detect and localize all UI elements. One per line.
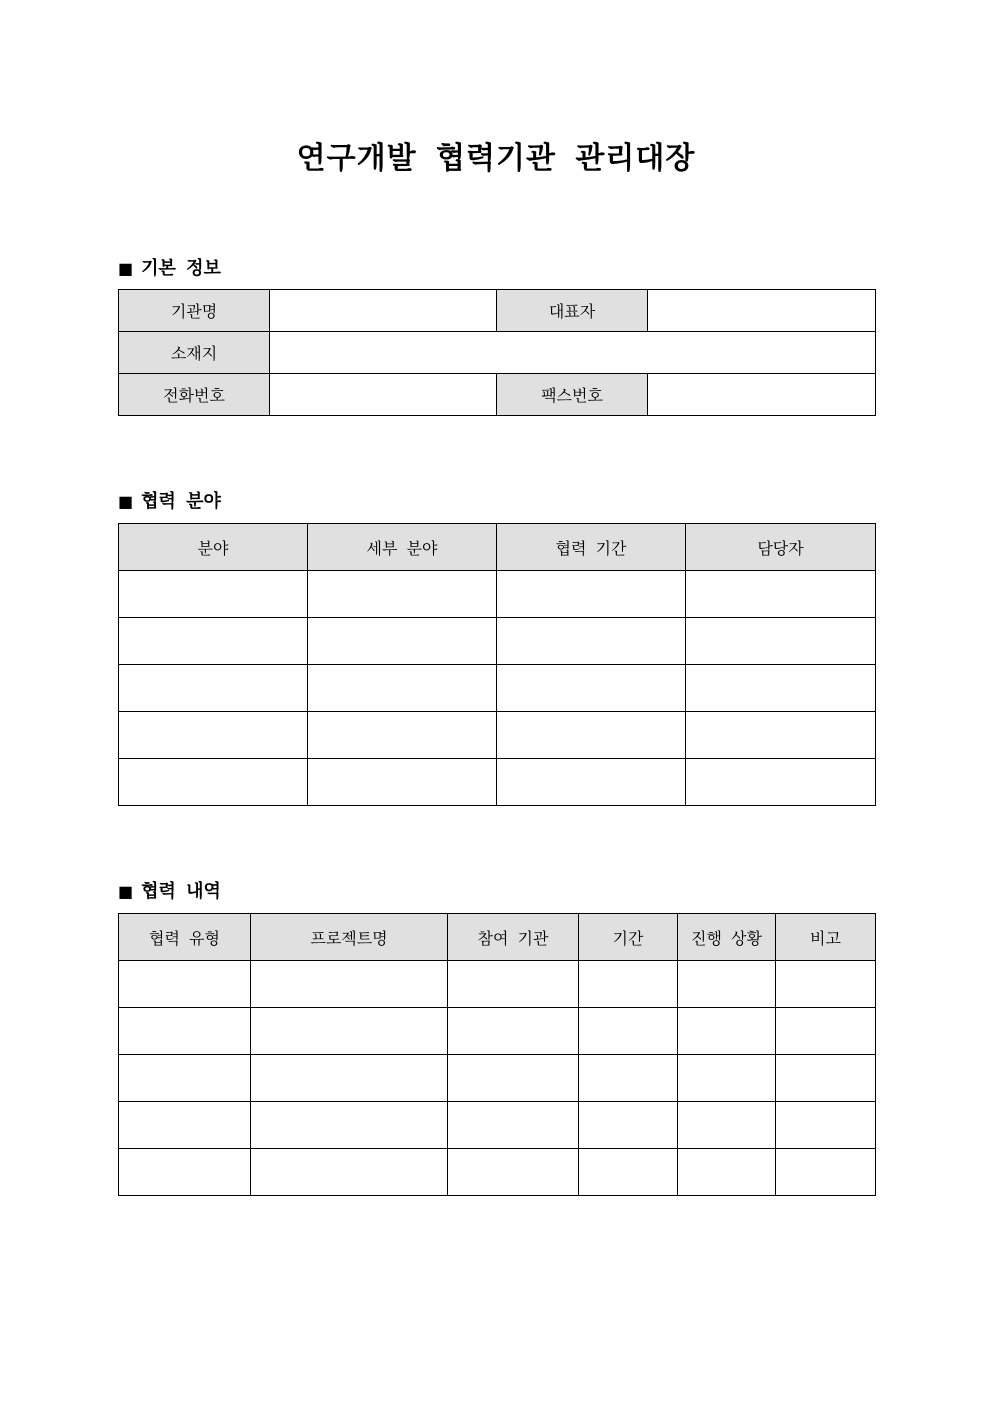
table-cell[interactable] xyxy=(579,1055,678,1102)
table-cell[interactable] xyxy=(448,1149,579,1196)
table-cell[interactable] xyxy=(678,1008,776,1055)
table-header-row xyxy=(119,524,876,571)
table-cell[interactable] xyxy=(776,1008,876,1055)
page-title: 연구개발 협력기관 관리대장 xyxy=(296,141,696,176)
table-cell[interactable] xyxy=(448,961,579,1008)
table-cell[interactable] xyxy=(686,618,876,665)
table-cell[interactable] xyxy=(251,1055,448,1102)
table-row xyxy=(119,759,876,806)
column-header: 비고 xyxy=(776,914,876,961)
basic-info-table xyxy=(118,289,876,416)
table-cell[interactable] xyxy=(119,1008,251,1055)
section-title-field-label: 협력 분야 xyxy=(141,491,221,512)
table-row xyxy=(119,665,876,712)
table-row xyxy=(119,1149,876,1196)
table-cell[interactable] xyxy=(251,1008,448,1055)
section-title-field xyxy=(118,487,221,513)
table-cell[interactable] xyxy=(776,1055,876,1102)
table-row xyxy=(119,290,876,332)
table-cell[interactable] xyxy=(251,1149,448,1196)
table-cell[interactable] xyxy=(678,1102,776,1149)
table-cell[interactable] xyxy=(308,759,497,806)
address-field[interactable] xyxy=(270,332,876,374)
table-row xyxy=(119,712,876,759)
table-cell[interactable] xyxy=(119,1102,251,1149)
section-title-basic-label: 기본 정보 xyxy=(141,258,221,279)
table-cell[interactable] xyxy=(579,1149,678,1196)
square-bullet-icon: ■ xyxy=(118,882,134,901)
table-cell[interactable] xyxy=(497,665,686,712)
table-cell[interactable] xyxy=(678,1055,776,1102)
fax-field[interactable] xyxy=(648,374,876,416)
table-header-row xyxy=(119,914,876,961)
table-cell[interactable] xyxy=(119,618,308,665)
column-header: 프로젝트명 xyxy=(251,914,448,961)
label-fax: 팩스번호 xyxy=(497,374,648,416)
table-cell[interactable] xyxy=(497,618,686,665)
table-cell[interactable] xyxy=(776,1149,876,1196)
table-cell[interactable] xyxy=(448,1055,579,1102)
table-cell[interactable] xyxy=(119,665,308,712)
cooperation-history-table xyxy=(118,913,876,1196)
table-cell[interactable] xyxy=(308,665,497,712)
column-header: 진행 상황 xyxy=(678,914,776,961)
column-header: 협력 유형 xyxy=(119,914,251,961)
table-cell[interactable] xyxy=(686,759,876,806)
square-bullet-icon: ■ xyxy=(118,492,134,511)
table-cell[interactable] xyxy=(119,1149,251,1196)
table-cell[interactable] xyxy=(579,961,678,1008)
table-cell[interactable] xyxy=(686,665,876,712)
table-row xyxy=(119,571,876,618)
table-cell[interactable] xyxy=(497,712,686,759)
table-row xyxy=(119,332,876,374)
table-cell[interactable] xyxy=(678,1149,776,1196)
table-cell[interactable] xyxy=(497,759,686,806)
representative-field[interactable] xyxy=(648,290,876,332)
table-cell[interactable] xyxy=(119,1055,251,1102)
table-row xyxy=(119,961,876,1008)
cooperation-field-table xyxy=(118,523,876,806)
table-cell[interactable] xyxy=(776,961,876,1008)
table-cell[interactable] xyxy=(579,1008,678,1055)
org-name-field[interactable] xyxy=(270,290,497,332)
phone-field[interactable] xyxy=(270,374,497,416)
table-cell[interactable] xyxy=(497,571,686,618)
table-cell[interactable] xyxy=(686,571,876,618)
table-cell[interactable] xyxy=(448,1102,579,1149)
column-header: 참여 기관 xyxy=(448,914,579,961)
column-header: 기간 xyxy=(579,914,678,961)
table-cell[interactable] xyxy=(686,712,876,759)
column-header: 세부 분야 xyxy=(308,524,497,571)
table-cell[interactable] xyxy=(119,571,308,618)
table-cell[interactable] xyxy=(308,571,497,618)
table-cell[interactable] xyxy=(776,1102,876,1149)
table-row xyxy=(119,1008,876,1055)
label-address: 소재지 xyxy=(119,332,270,374)
column-header: 분야 xyxy=(119,524,308,571)
table-cell[interactable] xyxy=(579,1102,678,1149)
table-row xyxy=(119,618,876,665)
table-row xyxy=(119,1102,876,1149)
table-cell[interactable] xyxy=(251,961,448,1008)
table-cell[interactable] xyxy=(448,1008,579,1055)
table-row xyxy=(119,374,876,416)
square-bullet-icon: ■ xyxy=(118,259,134,278)
column-header: 협력 기간 xyxy=(497,524,686,571)
table-cell[interactable] xyxy=(308,712,497,759)
section-title-history xyxy=(118,877,221,903)
table-row xyxy=(119,1055,876,1102)
table-cell[interactable] xyxy=(678,961,776,1008)
section-title-basic xyxy=(118,254,221,280)
label-org-name: 기관명 xyxy=(119,290,270,332)
column-header: 담당자 xyxy=(686,524,876,571)
label-representative: 대표자 xyxy=(497,290,648,332)
table-cell[interactable] xyxy=(119,961,251,1008)
label-phone: 전화번호 xyxy=(119,374,270,416)
table-cell[interactable] xyxy=(119,759,308,806)
table-cell[interactable] xyxy=(119,712,308,759)
section-title-history-label: 협력 내역 xyxy=(141,881,221,902)
table-cell[interactable] xyxy=(251,1102,448,1149)
table-cell[interactable] xyxy=(308,618,497,665)
